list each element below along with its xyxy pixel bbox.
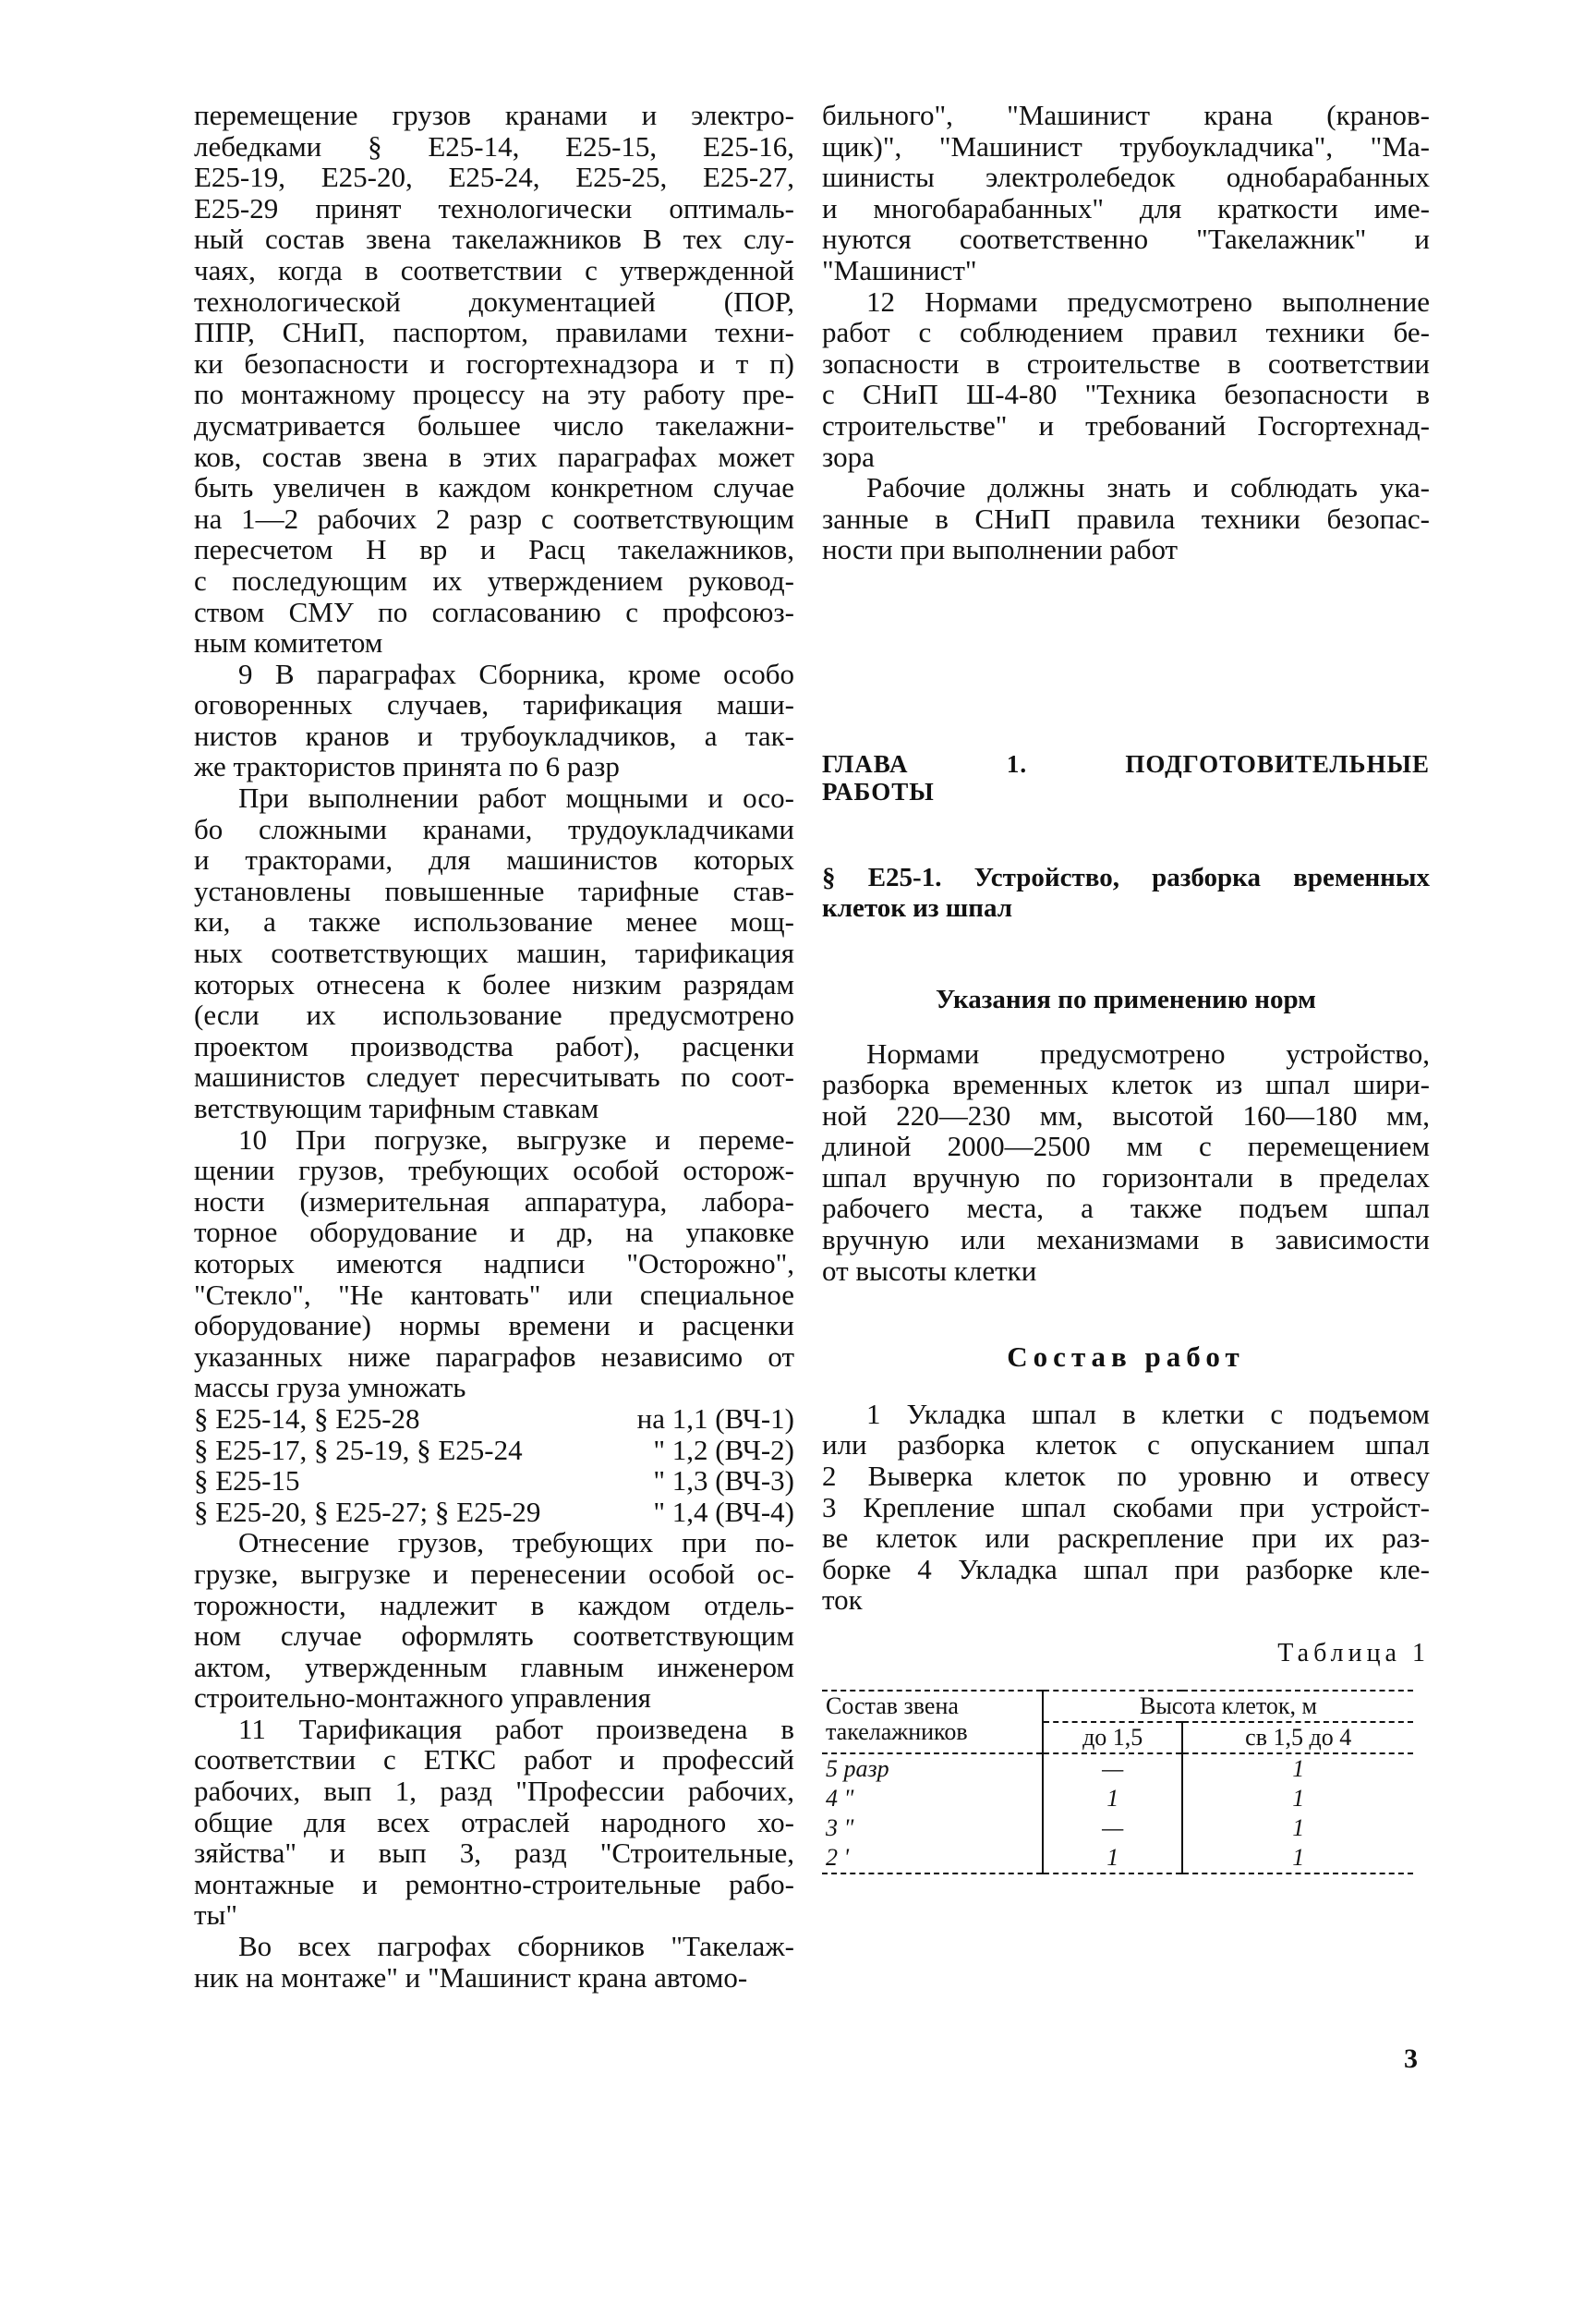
text-line: строительстве" и требований Госгортехнад- xyxy=(822,408,1430,442)
text-line: массы груза умножать xyxy=(194,1371,466,1404)
coefficient-row xyxy=(194,1465,794,1497)
text-line: актом, утвержденным главным инженером xyxy=(194,1650,794,1683)
paragraph xyxy=(822,100,1430,286)
text-line: соответствии с ЕТКС работ и профессий xyxy=(194,1743,794,1776)
text-line: которых имеются надписи "Осторожно", xyxy=(194,1246,794,1279)
text-line: 1 Укладка шпал в клетки с подъемом xyxy=(866,1397,1430,1430)
text-line: ный состав звена такелажников В тех слу- xyxy=(194,223,794,256)
text-line: чаях, когда в соответствии с утвержденной xyxy=(194,253,794,286)
text-line: же трактористов принята по 6 разр xyxy=(194,750,620,783)
table-cell: 1 xyxy=(1182,1813,1413,1843)
text-line: ты" xyxy=(194,1898,238,1932)
text-line: нистов кранов и трубоукладчиков, а так- xyxy=(194,719,794,752)
text-line: разборка временных клеток из шпал шири- xyxy=(822,1068,1430,1101)
text-line: ков, состав звена в этих параграфах может xyxy=(194,440,794,473)
table-cell: 1 xyxy=(1182,1784,1413,1813)
text-line: зора xyxy=(822,440,875,473)
text-line: монтажные и ремонтно-строительные рабо- xyxy=(194,1867,794,1900)
text-line: на 1—2 рабочих 2 разр с соответствующим xyxy=(194,502,794,535)
text-line: бильного", "Машинист крана (кранов- xyxy=(822,99,1430,131)
text-line: РАБОТЫ xyxy=(822,777,935,806)
right-column xyxy=(822,100,1430,1874)
text-line: дусматривается большее число такелажни- xyxy=(194,408,794,442)
table-cell-label: 2 ' xyxy=(826,1843,850,1871)
text-line: которых отнесена к более низким разрядам xyxy=(194,967,794,1000)
table-row xyxy=(822,1753,1413,1784)
text-line: зопасности в строительстве в соответствии xyxy=(822,346,1430,380)
text-line: (если их использование предусмотрено xyxy=(194,999,794,1032)
text-line: строительно-монтажного управления xyxy=(194,1681,651,1715)
table-subheader: св 1,5 до 4 xyxy=(1182,1722,1413,1753)
text-line: ством СМУ по согласованию с профсоюз- xyxy=(194,595,794,628)
text-line: Во всех пагрофах сборников "Такелаж- xyxy=(238,1930,794,1963)
text-line: борке 4 Укладка шпал при разборке кле- xyxy=(822,1552,1430,1585)
text-line: ном случае оформлять соответствующим xyxy=(194,1619,794,1653)
text-line: § Е25-1. Устройство, разборка временных xyxy=(822,862,1430,892)
text-line: ной 220—230 мм, высотой 160—180 мм, xyxy=(822,1098,1430,1132)
coefficient-row xyxy=(194,1497,794,1528)
text-line: 3 Крепление шпал скобами при устройст- xyxy=(822,1490,1430,1523)
text-line: лебедками § Е25-14, Е25-15, Е25-16, xyxy=(194,129,794,163)
text-line: машинистов следует пересчитывать по соот- xyxy=(194,1061,794,1094)
text-line: зяйства" и вып 3, разд "Строительные, xyxy=(194,1837,794,1870)
coefficient-row xyxy=(194,1403,794,1435)
text-line: или разборка клеток с опусканием шпал xyxy=(822,1428,1430,1461)
table-cell: — xyxy=(1043,1813,1182,1843)
text-line: ки, а также использование менее мощ- xyxy=(194,905,794,939)
coefficient-paragraphs: § Е25-17, § 25-19, § Е25-24 xyxy=(194,1433,523,1466)
text-line: Е25-19, Е25-20, Е25-24, Е25-25, Е25-27, xyxy=(194,161,794,194)
table-row xyxy=(822,1784,1413,1813)
text-line: установлены повышенные тарифные став- xyxy=(194,874,794,907)
text-line: указанных ниже параграфов независимо от xyxy=(194,1340,794,1373)
coefficient-value: " 1,2 (ВЧ-2) xyxy=(653,1433,794,1466)
text-line: перемещение грузов кранами и электро- xyxy=(194,99,794,131)
paragraph-10 xyxy=(194,1124,794,1403)
text-line: ветствующим тарифным ставкам xyxy=(194,1092,599,1124)
text-line: клеток из шпал xyxy=(822,892,1013,923)
section-heading xyxy=(822,863,1430,924)
text-line: грузке, выгрузке и перенесении особой ос- xyxy=(194,1557,794,1590)
text-line: торное оборудование и др, на упаковке xyxy=(194,1216,794,1249)
text-line: работ с соблюдением правил техники бе- xyxy=(822,316,1430,349)
paragraph-12 xyxy=(822,286,1430,473)
text-line: рабочих, вып 1, разд "Профессии рабочих, xyxy=(194,1775,794,1808)
text-line: При выполнении работ мощными и осо- xyxy=(238,782,794,815)
text-line: оговоренных случаев, тарификация маши- xyxy=(194,688,794,721)
text-line: ник на монтаже" и "Машинист крана автомо- xyxy=(194,1960,748,1994)
paragraph xyxy=(194,1931,794,1993)
text-line: ных соответствующих машин, тарификация xyxy=(194,937,794,970)
text-line: бо сложными кранами, трудоукладчиками xyxy=(194,812,794,845)
coefficient-paragraphs: § Е25-20, § Е25-27; § Е25-29 xyxy=(194,1495,541,1528)
crew-table xyxy=(822,1690,1413,1874)
text-line: вручную или механизмами в зависимости xyxy=(822,1223,1430,1256)
text-line: нуются соответственно "Такелажник" и xyxy=(822,223,1430,256)
text-line: ток xyxy=(822,1583,863,1617)
table-row xyxy=(822,1843,1413,1873)
left-column xyxy=(194,100,794,1993)
paragraph-11 xyxy=(194,1714,794,1931)
text-line: с СНиП Ш-4-80 "Техника безопасности в xyxy=(822,378,1430,411)
text-line: 2 Выверка клеток по уровню и отвесу xyxy=(822,1460,1430,1493)
table-cell: 1 xyxy=(1043,1784,1182,1813)
text-line: ности (измерительная аппаратура, лабора- xyxy=(194,1184,794,1218)
text-line: пересчетом Н вр и Расц такелажников, xyxy=(194,533,794,566)
instructions-heading: Указания по применению норм xyxy=(936,984,1316,1014)
text-line: технологической документацией (ПОР, xyxy=(194,285,794,318)
text-line: Нормами предусмотрено устройство, xyxy=(866,1037,1430,1070)
text-line: рабочего места, а также подъем шпал xyxy=(822,1192,1430,1225)
text-line: общие для всех отраслей народного хо- xyxy=(194,1805,794,1838)
coefficient-list xyxy=(194,1403,794,1527)
table-header-height: Высота клеток, м xyxy=(1043,1691,1413,1722)
table-cell: 1 xyxy=(1182,1843,1413,1873)
text-line: щении грузов, требующих особой осторож- xyxy=(194,1154,794,1187)
text-line: ГЛАВА 1. ПОДГОТОВИТЕЛЬНЫЕ xyxy=(822,749,1430,778)
table-subheader: до 1,5 xyxy=(1043,1722,1182,1753)
text-line: 11 Тарификация работ произведена в xyxy=(238,1712,794,1745)
text-line: по монтажному процессу на эту работу пре- xyxy=(194,378,794,411)
paragraph xyxy=(194,100,794,659)
text-line: 9 В параграфах Сборника, кроме особо xyxy=(238,657,794,690)
text-line: Е25-29 принят технологически оптималь- xyxy=(194,191,794,224)
text-line: быть увеличен в каждом конкретном случае xyxy=(194,471,794,504)
text-line: ве клеток или раскрепление при их раз- xyxy=(822,1522,1430,1555)
coefficient-value: на 1,1 (ВЧ-1) xyxy=(636,1401,794,1435)
chapter-heading xyxy=(822,750,1430,806)
table-cell-label: 5 разр xyxy=(826,1754,889,1782)
text-line: ности при выполнении работ xyxy=(822,533,1179,566)
table-cell-label: 3 " xyxy=(826,1813,854,1841)
table-cell: — xyxy=(1043,1753,1182,1784)
works-list xyxy=(822,1399,1430,1616)
text-line: проектом производства работ), расценки xyxy=(194,1029,794,1062)
text-line: длиной 2000—2500 мм с перемещением xyxy=(822,1130,1430,1163)
table-cell: 1 xyxy=(1182,1753,1413,1784)
works-heading: Состав работ xyxy=(1007,1340,1245,1374)
text-line: занные в СНиП правила техники безопас- xyxy=(822,502,1430,535)
text-line: "Стекло", "Не кантовать" или специальное xyxy=(194,1278,794,1311)
text-line: и многобарабанных" для краткости име- xyxy=(822,191,1430,224)
paragraph xyxy=(822,1038,1430,1287)
text-line: щик)", "Машинист трубоукладчика", "Ма- xyxy=(822,129,1430,163)
text-line: с последующим их утверждением руковод- xyxy=(194,564,794,597)
text-line: ки безопасности и госгортехнадзора и т п) xyxy=(194,346,794,380)
table-cell-label: 4 " xyxy=(826,1784,854,1812)
table-caption: Таблица 1 xyxy=(1277,1639,1430,1667)
text-line: Отнесение грузов, требующих при по- xyxy=(238,1526,794,1559)
coefficient-paragraphs: § Е25-14, § Е25-28 xyxy=(194,1401,420,1435)
text-line: оборудование) нормы времени и расценки xyxy=(194,1309,794,1342)
text-line: и тракторами, для машинистов которых xyxy=(194,843,794,877)
text-line: "Машинист" xyxy=(822,253,977,286)
coefficient-value: " 1,4 (ВЧ-4) xyxy=(653,1495,794,1528)
text-line: Рабочие должны знать и соблюдать ука- xyxy=(866,471,1430,504)
table-header-crew: Состав звена такелажников xyxy=(826,1692,968,1745)
page-number: 3 xyxy=(1404,2043,1418,2074)
text-line: от высоты клетки xyxy=(822,1254,1037,1287)
text-line: ным комитетом xyxy=(194,626,383,660)
coefficient-row xyxy=(194,1435,794,1466)
text-line: ППР, СНиП, паспортом, правилами техни- xyxy=(194,316,794,349)
text-line: 12 Нормами предусмотрено выполнение xyxy=(866,285,1430,318)
table-row xyxy=(822,1813,1413,1843)
coefficient-paragraphs: § Е25-15 xyxy=(194,1464,300,1498)
paragraph xyxy=(194,1527,794,1714)
paragraph xyxy=(822,472,1430,565)
coefficient-value: " 1,3 (ВЧ-3) xyxy=(653,1464,794,1498)
text-line: шинисты электролебедок однобарабанных xyxy=(822,161,1430,194)
table-cell: 1 xyxy=(1043,1843,1182,1873)
text-line: торожности, надлежит в каждом отдель- xyxy=(194,1588,794,1621)
text-line: 10 При погрузке, выгрузке и переме- xyxy=(238,1122,794,1156)
paragraph xyxy=(194,782,794,1124)
paragraph-9 xyxy=(194,659,794,782)
text-line: шпал вручную по горизонтали в пределах xyxy=(822,1160,1430,1194)
